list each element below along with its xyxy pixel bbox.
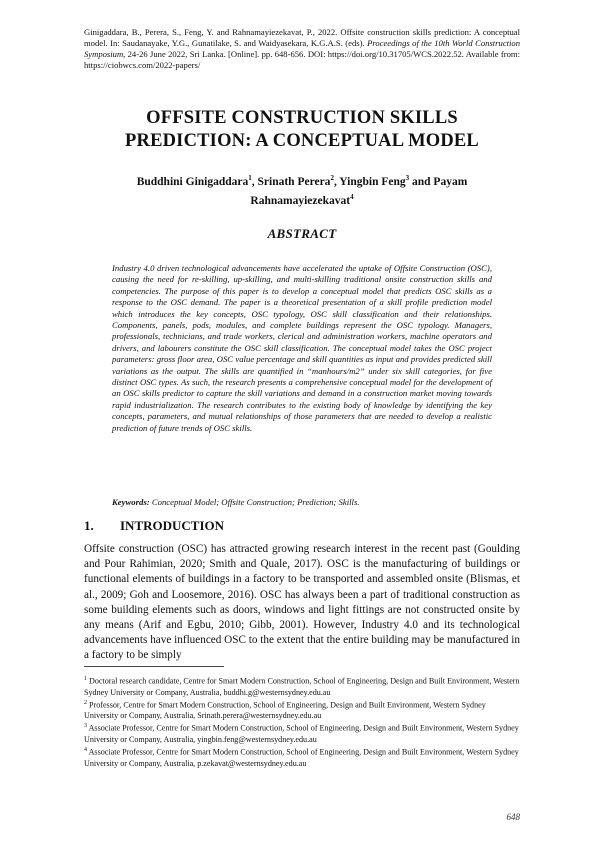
author-list	[114, 171, 490, 209]
footnotes	[84, 674, 520, 769]
author-name: Payam Rahnamayiezekavat	[250, 175, 468, 207]
footnote-mark: 3	[84, 723, 87, 730]
footnote-mark: 2	[84, 699, 87, 706]
section-heading	[84, 518, 520, 534]
abstract-text: Industry 4.0 driven technological advancements have accelerated the uptake of Offsite Construction (OSC), causing the need for re-skilling, up-skilling, and multi-skilling traditional onsite construction skills and competencies. The purpose of this paper is to develop a conceptual model that predicts OSC skills as a response to the OSC demand. The paper is a theoretical presentation of a skill profile prediction model which introduces the key concepts, OSC typology, OSC skill classification and their relationships. Components, panels, pods, modules, and complete buildings represent the OSC typology. Managers, professionals, technicians, and trade workers, clerical and administration workers, machine operators and drivers, and labourers constitute the OSC skill classification. The conceptual model takes the OSC project parameters: gross floor area, OSC value percentage and skill quantities as input and provides predicted skill variations as the output. The skills are quantified in “manhours/m2” under six skill categories, for five distinct OSC types. As such, the research presents a comprehensive conceptual model for the development of an OSC skills predictor to capture the skill variations and demand in a construction market moving towards rapid industrialization. The research contributes to the existing body of knowledge by identifying the key concepts, parameters, and mutual relationships of those parameters that are needed to develop a realistic prediction of future trends of OSC skills.	[112, 263, 492, 433]
footnote-mark: 1	[84, 676, 87, 682]
footnote-divider	[84, 666, 224, 667]
author-separator: and	[409, 175, 434, 188]
citation-proceedings: Proceedings of the 10th World Construction Symposium	[84, 38, 521, 59]
author-name: Srinath Perera	[257, 175, 331, 188]
footnote	[84, 721, 520, 745]
footnote	[84, 674, 520, 698]
author-name: Yingbin Feng	[339, 175, 406, 188]
author-mark: 2	[330, 174, 334, 182]
keywords-line	[112, 497, 492, 508]
footnote-text: Associate Professor, Centre for Smart Modern Construction, School of Engineering, Design and Built Environment, Western Sydney University or Company, Australia, p.zekavat@westernsydney.edu.au	[84, 747, 519, 768]
author-separator: ,	[333, 175, 340, 188]
footnote-text: Doctoral research candidate, Centre for Smart Modern Construction, School of Engineering, Design and Built Environment, Western Sydney University or Company, Australia, buddhi.g@westernsydney.edu.au	[84, 676, 520, 697]
footnote-mark: 4	[84, 747, 87, 754]
author-name: Buddhini Ginigaddara	[136, 175, 249, 188]
abstract-heading: ABSTRACT	[267, 226, 337, 241]
keywords-label: Keywords:	[112, 497, 150, 507]
author-mark: 1	[248, 174, 252, 182]
paper-title	[84, 107, 520, 153]
footnote-text: Associate Professor, Centre for Smart Modern Construction, School of Engineering, Design and Built Environment, Western Sydney University or Company, Australia, yingbin.feng@westernsydney.edu.au	[84, 724, 519, 745]
author-separator: ,	[251, 175, 258, 188]
section-title: INTRODUCTION	[120, 518, 225, 533]
keywords-value: Conceptual Model; Offsite Construction; Prediction; Skills.	[149, 497, 360, 507]
footnote-text: Professor, Centre for Smart Modern Construction, School of Engineering, Design and Built Environment, Western Sydney University or Company, Australia, Srinath.perera@westernsydney.edu.au	[84, 700, 486, 721]
footnote	[84, 698, 520, 722]
footnote	[84, 745, 520, 769]
author-mark: 4	[350, 192, 354, 201]
author-mark: 3	[405, 174, 410, 182]
title-line: OFFSITE CONSTRUCTION SKILLS	[146, 108, 458, 128]
section-number: 1.	[84, 518, 94, 533]
introduction-paragraph: Offsite construction (OSC) has attracted growing research interest in the recent past (Goulding and Pour Rahimian, 2020; Smith and Quale, 2017). OSC is the manufacturing of buildings or functional elements of buildings in a factory to be transported and assembled onsite (Blismas, et al., 2009; Goh and Loosemore, 2016). OSC has always been a part of traditional construction as some building elements such as doors, windows and light fittings are not constructed onsite by any means (Arif and Egbu, 2010; Gibb, 2001). However, Industry 4.0 and its technological advancements have influenced OSC to the extent that the entire building may be manufactured in a factory to be simply	[84, 543, 520, 662]
citation-text-cont: , 24-26 June 2022, Sri Lanka. [Online]. pp. 648-656. DOI: https://doi.org/10.31705/WCS.2022.52. Available from: https://ciobwcs.com/2022-papers/	[84, 49, 520, 70]
citation-text: Ginigaddara, B., Perera, S., Feng, Y. and Rahnamayiezekavat, P., 2022. Offsite construction skills prediction: A conceptual model. In: Saudanayake, Y.G., Gunatilake, S. and Waidyasekara, K.G.A.S. (eds).	[84, 27, 520, 48]
title-line: PREDICTION: A CONCEPTUAL MODEL	[125, 131, 479, 151]
citation-block	[84, 27, 520, 71]
page-number: 648	[506, 812, 520, 822]
